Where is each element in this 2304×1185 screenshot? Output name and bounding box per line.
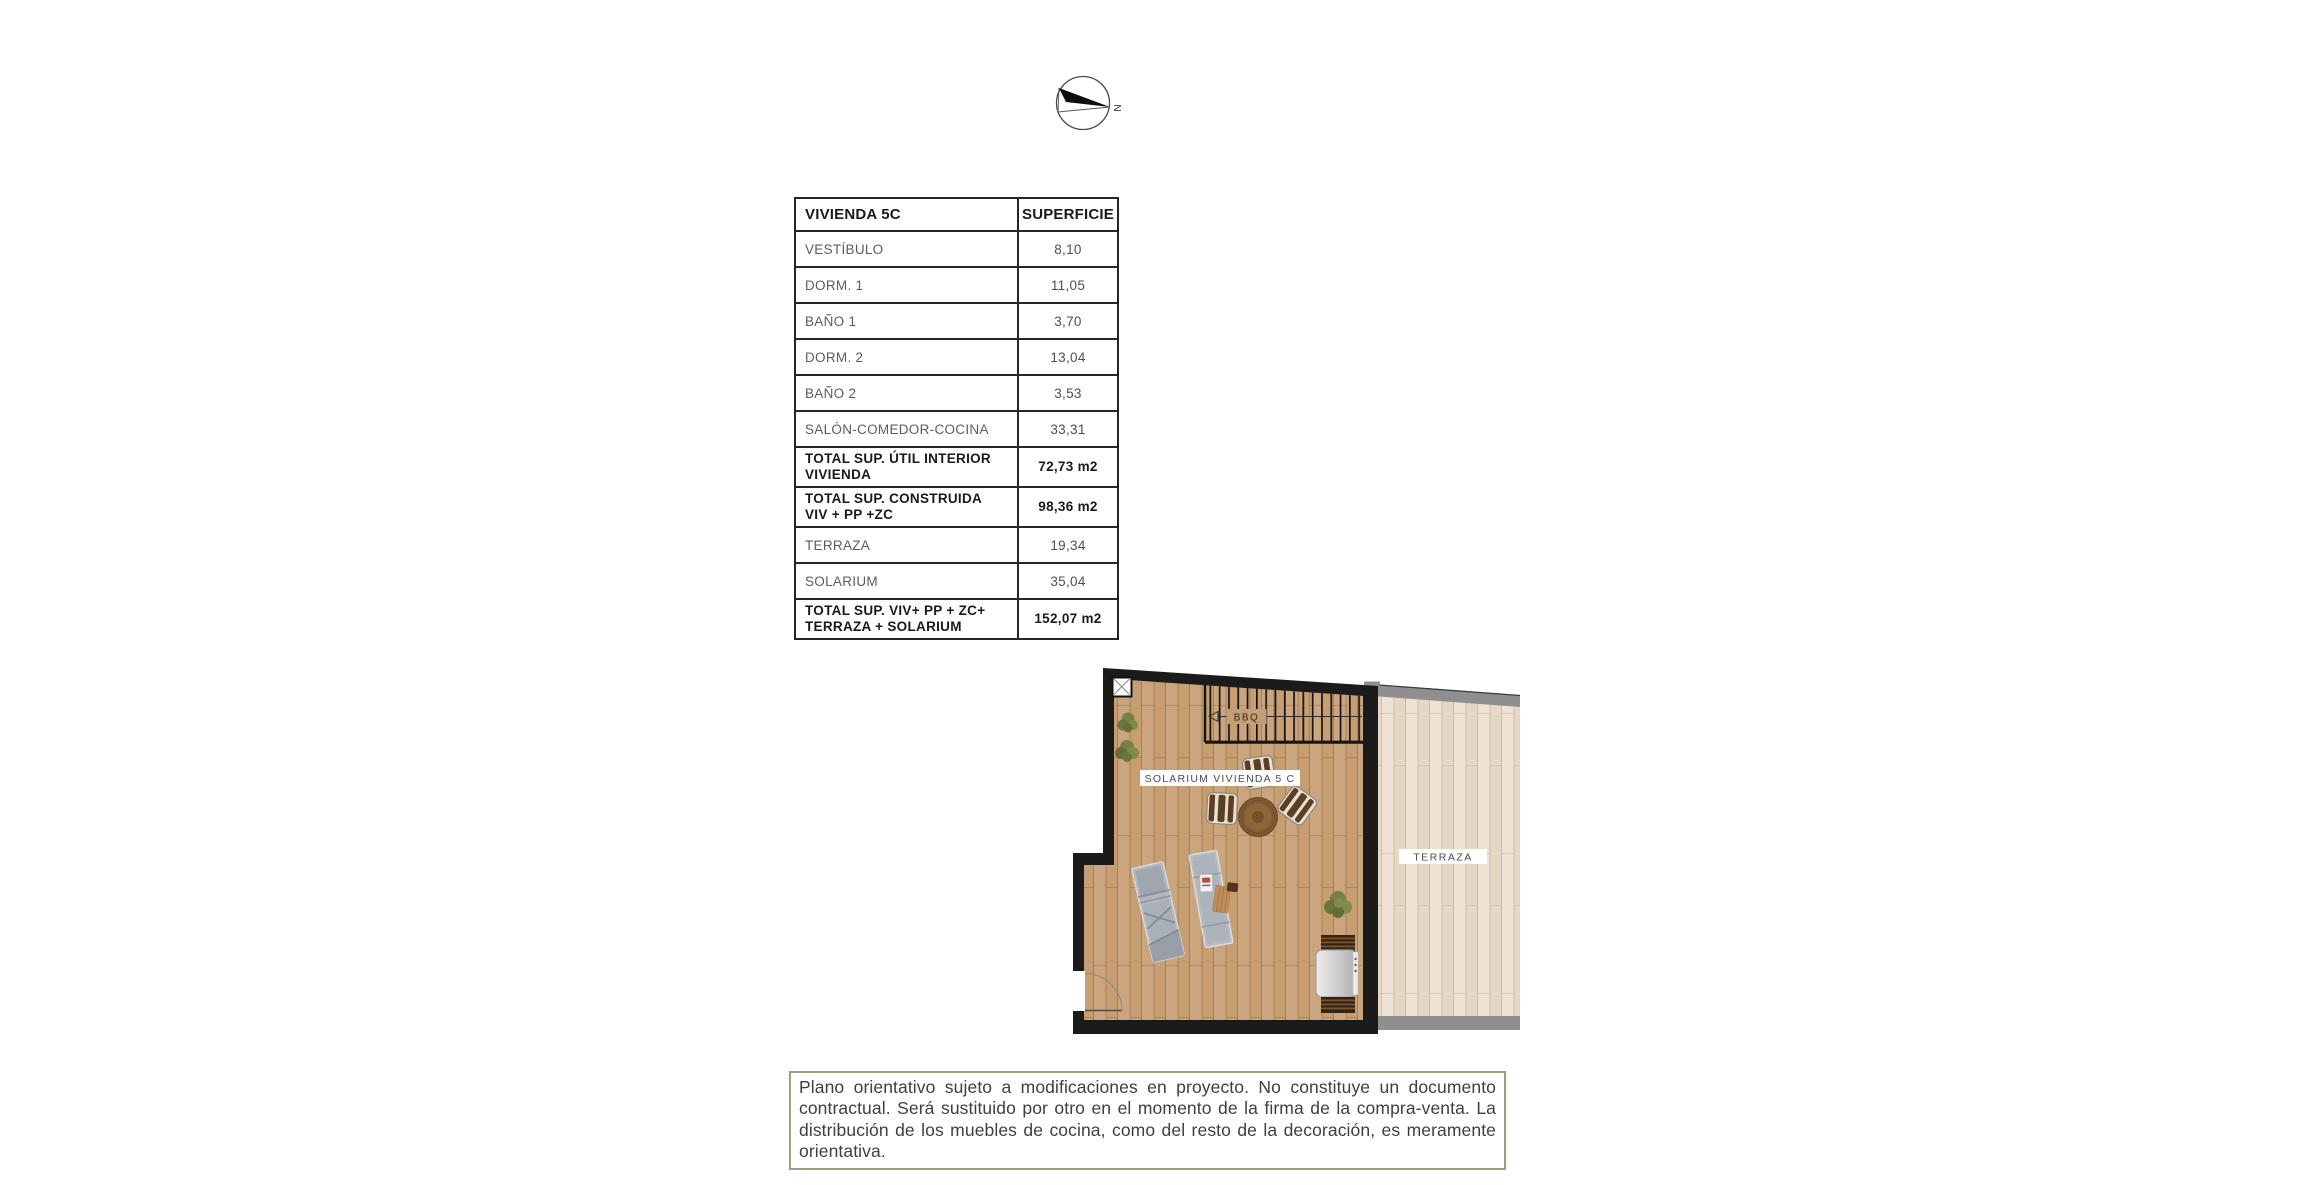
table-row: [795, 303, 1118, 339]
table-row: [795, 527, 1118, 563]
stool: [1206, 792, 1238, 825]
room-area: 3,70: [1018, 303, 1118, 339]
table-row: [795, 375, 1118, 411]
room-area: 13,04: [1018, 339, 1118, 375]
room-area: 33,31: [1018, 411, 1118, 447]
table-row: [795, 231, 1118, 267]
magazine: [1200, 874, 1213, 891]
north-compass: [1046, 63, 1126, 143]
grill-mat: [1321, 935, 1355, 952]
room-label: BAÑO 2: [795, 375, 1018, 411]
table-row: [795, 411, 1118, 447]
disclaimer-text: Plano orientativo sujeto a modificaciones en proyecto. No constituye un documento contractual. Será sustituido por otro en el momento de la firma de la compra-venta. La distribución de los muebles de cocina, como del resto de la decoración, es meramente orientativa.: [799, 1077, 1496, 1162]
solarium-label-group: [1140, 770, 1300, 786]
room-label: TERRAZA: [795, 527, 1018, 563]
dining-table: [1239, 798, 1278, 837]
table-row: [795, 599, 1118, 639]
room-label: TOTAL SUP. CONSTRUIDA VIV + PP +ZC: [795, 487, 1018, 527]
terraza-label: TERRAZA: [1413, 851, 1473, 864]
room-label: VESTÍBULO: [795, 231, 1018, 267]
room-area: 11,05: [1018, 267, 1118, 303]
room-area: 152,07 m2: [1018, 599, 1118, 639]
room-area: 3,53: [1018, 375, 1118, 411]
table-header-row: [795, 198, 1118, 231]
table-row: [795, 487, 1118, 527]
disclaimer-box: [789, 1071, 1506, 1170]
room-label: BAÑO 1: [795, 303, 1018, 339]
room-area: 72,73 m2: [1018, 447, 1118, 487]
solarium-label: SOLARIUM VIVIENDA 5 C: [1144, 773, 1296, 785]
room-label: TOTAL SUP. VIV+ PP + ZC+ TERRAZA + SOLARIUM: [795, 599, 1018, 639]
room-area: 8,10: [1018, 231, 1118, 267]
table-title-cell: VIVIENDA 5C: [795, 198, 1018, 231]
north-label: N: [1111, 104, 1122, 112]
area-table: [794, 197, 1119, 640]
room-area: 98,36 m2: [1018, 487, 1118, 527]
room-label: SALÓN-COMEDOR-COCINA: [795, 411, 1018, 447]
table-row: [795, 563, 1118, 599]
room-area: 19,34: [1018, 527, 1118, 563]
table-row: [795, 267, 1118, 303]
shaft-box: [1113, 678, 1132, 697]
room-label: DORM. 2: [795, 339, 1018, 375]
bbq-grill: [1316, 950, 1358, 997]
area-header-cell: SUPERFICIE: [1018, 198, 1118, 231]
room-label: TOTAL SUP. ÚTIL INTERIOR VIVIENDA: [795, 447, 1018, 487]
floor-plan: [1070, 653, 1540, 1048]
room-area: 35,04: [1018, 563, 1118, 599]
table-row: [795, 447, 1118, 487]
room-label: DORM. 1: [795, 267, 1018, 303]
room-label: SOLARIUM: [795, 563, 1018, 599]
table-row: [795, 339, 1118, 375]
bbq-label: BBQ: [1233, 712, 1260, 724]
area-table-wrap: [794, 197, 1119, 640]
grill-mat: [1321, 997, 1355, 1013]
terraza-label-group: [1399, 849, 1487, 864]
